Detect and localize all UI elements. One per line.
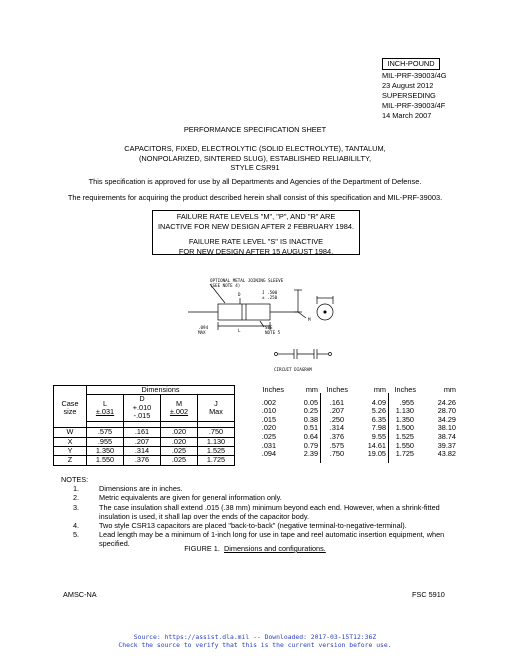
dimensions-table <box>53 385 235 466</box>
d-tolerance-minus: -.015 <box>133 411 151 421</box>
inch-cell: 1.500 <box>395 423 414 433</box>
mm-header: mm <box>443 385 456 394</box>
conversion-group-1 <box>252 386 322 459</box>
sheet-title: PERFORMANCE SPECIFICATION SHEET <box>183 125 327 134</box>
mm-cell: 24.26 <box>437 397 456 407</box>
mm-cell: 2.39 <box>303 449 318 459</box>
case-cell: X <box>54 437 87 446</box>
note-text: Metric equivalents are given for general information only. <box>99 493 282 503</box>
title-line-1: CAPACITORS, FIXED, ELECTROLYTIC (SOLID ELECTROLYTE), TANTALUM, <box>124 144 386 153</box>
sleeve-label: OPTIONAL METAL JOINING SLEEVE <box>210 278 284 283</box>
j-cell: 1.130 <box>198 437 235 446</box>
j-tolerance: ± .250 <box>262 295 278 300</box>
conversion-group-2 <box>322 386 390 459</box>
failure-rate-notice <box>152 210 360 255</box>
mm-cell: 4.09 <box>371 397 386 407</box>
source-notice <box>0 633 510 649</box>
mm-cell: 34.29 <box>437 414 456 424</box>
j-dimension: J .500 <box>262 290 278 295</box>
note-text: The case insulation shall extend .015 (.38 mm) minimum beyond each end. However, when a shrink-fitted insulation is used, it shall lap over the ends of the capacitor body. <box>99 502 440 521</box>
lead-dia-label: .094 <box>198 325 209 330</box>
inch-cell: 1.130 <box>395 406 414 416</box>
inches-header: Inches <box>262 385 284 394</box>
mm-header: mm <box>373 385 386 394</box>
failure-line-3: FAILURE RATE LEVEL "S" IS INACTIVE <box>188 237 324 247</box>
inch-cell: .010 <box>261 406 276 416</box>
m-label: M <box>308 317 311 322</box>
lead-max-label: MAX <box>198 330 206 335</box>
table-row <box>390 450 462 459</box>
note-number: 3. <box>73 502 80 512</box>
mm-cell: 0.79 <box>303 440 318 450</box>
inch-cell: .020 <box>261 423 276 433</box>
d-label: D <box>238 292 241 297</box>
j-cell: 1.525 <box>198 446 235 455</box>
case-cell: Y <box>54 446 87 455</box>
inch-cell: .025 <box>261 431 276 441</box>
title-line-3: STYLE CSR91 <box>230 163 280 173</box>
inch-pound-label: INCH-POUND <box>382 58 440 70</box>
m-cell: .020 <box>161 428 198 437</box>
figure-title: Dimensions and configurations. <box>223 544 326 553</box>
m-cell: .025 <box>161 456 198 465</box>
l-cell: .575 <box>87 428 124 437</box>
mm-cell: 0.64 <box>303 431 318 441</box>
note5-label: NOTE 5 <box>265 330 281 335</box>
j-tolerance: Max <box>209 407 223 417</box>
note-item <box>73 521 463 530</box>
mm-cell: 7.98 <box>371 423 386 433</box>
inch-cell: .575 <box>329 440 344 450</box>
d-cell: .207 <box>124 437 161 446</box>
previous-doc-number: MIL-PRF-39003/4F <box>382 101 446 110</box>
case-header <box>54 395 87 421</box>
mm-cell: 0.38 <box>303 414 318 424</box>
table-row <box>54 428 235 437</box>
j-header <box>198 395 235 421</box>
inch-cell: 1.525 <box>395 431 414 441</box>
inch-cell: .750 <box>329 449 344 459</box>
m-col-label: M <box>175 398 183 408</box>
note-number: 4. <box>73 521 80 531</box>
inch-cell: .031 <box>261 440 276 450</box>
inch-cell: .015 <box>261 414 276 424</box>
mm-cell: 39.37 <box>437 440 456 450</box>
inches-header: Inches <box>326 385 348 394</box>
note-text: Dimensions are in inches. <box>99 484 183 494</box>
inch-cell: .955 <box>399 397 414 407</box>
notes-section <box>63 475 463 549</box>
circuit-diagram-label: CIRCUIT DIAGRAM <box>274 367 312 372</box>
l-header <box>87 395 124 421</box>
l-cell: 1.550 <box>87 456 124 465</box>
note-item <box>73 484 463 493</box>
note-text: Two style CSR13 capacitors are placed "back-to-back" (negative terminal-to-negative-terminal). <box>99 521 407 531</box>
size-label: size <box>63 407 77 417</box>
note-text: Lead length may be a minimum of 1-inch long for use in tape and reel automatic insertion equipment, when specified. <box>99 530 445 549</box>
table-row <box>54 456 235 465</box>
inch-cell: .002 <box>261 397 276 407</box>
l-cell: .955 <box>87 437 124 446</box>
dimensions-header: Dimensions <box>87 386 235 395</box>
mm-cell: 6.35 <box>371 414 386 424</box>
mm-cell: 43.82 <box>437 449 456 459</box>
doc-number: MIL-PRF-39003/4G <box>382 71 447 80</box>
table-row <box>252 450 322 459</box>
figure-caption <box>0 544 510 553</box>
footer-amsc: AMSC-NA <box>63 590 97 599</box>
inch-cell: .250 <box>329 414 344 424</box>
note-item <box>73 503 463 521</box>
approval-statement: This specification is approved for use by all Departments and Agencies of the Department of Defense. <box>88 177 422 186</box>
mm-cell: 28.70 <box>437 406 456 416</box>
inch-cell: 1.350 <box>395 414 414 424</box>
doc-date: 23 August 2012 <box>382 81 434 90</box>
note-item <box>73 493 463 502</box>
m-header <box>161 395 198 421</box>
mm-cell: 9.55 <box>371 431 386 441</box>
d-cell: .161 <box>124 428 161 437</box>
mm-cell: 19.05 <box>367 449 386 459</box>
j-cell: 1.725 <box>198 456 235 465</box>
l-tolerance: ±.031 <box>95 407 115 417</box>
mm-cell: 38.10 <box>437 423 456 433</box>
title-line-2: (NONPOLARIZED, SINTERED SLUG), ESTABLISHED RELIABILILTY, <box>138 153 372 163</box>
superseding-label: SUPERSEDING <box>382 91 436 100</box>
d-header <box>124 395 161 421</box>
d-cell: .314 <box>124 446 161 455</box>
m-tolerance: ±.002 <box>169 407 189 417</box>
inch-cell: .376 <box>329 431 344 441</box>
d-tolerance-plus: +.010 <box>132 402 152 412</box>
note-number: 5. <box>73 530 80 540</box>
note-number: 1. <box>73 484 80 494</box>
inch-cell: .094 <box>261 449 276 459</box>
j-col-label: J <box>214 398 218 408</box>
see-label: SEE <box>265 325 273 330</box>
sleeve-note: (SEE NOTE 4) <box>210 283 241 288</box>
inch-cell: 1.725 <box>395 449 414 459</box>
document-identifier <box>382 58 447 121</box>
note-number: 2. <box>73 493 80 503</box>
l-cell: 1.350 <box>87 446 124 455</box>
d-cell: .376 <box>124 456 161 465</box>
inch-cell: .207 <box>329 406 344 416</box>
mm-cell: 0.05 <box>303 397 318 407</box>
notes-heading: NOTES: <box>61 475 89 484</box>
mm-cell: 14.61 <box>367 440 386 450</box>
previous-doc-date: 14 March 2007 <box>382 111 432 120</box>
failure-line-2: INACTIVE FOR NEW DESIGN AFTER 2 FEBRUARY 1984. <box>157 221 355 231</box>
capacitor-outline-drawing <box>170 268 350 378</box>
source-line-2: Check the source to verify that this is the current version before use. <box>118 641 392 649</box>
m-cell: .025 <box>161 446 198 455</box>
l-col-label: L <box>102 398 108 408</box>
m-cell: .020 <box>161 437 198 446</box>
mm-cell: 0.25 <box>303 406 318 416</box>
figure-number: FIGURE 1. <box>184 544 220 553</box>
conversion-group-3 <box>390 386 462 459</box>
case-cell: W <box>54 428 87 437</box>
inch-cell: 1.550 <box>395 440 414 450</box>
d-col-label: D <box>139 394 145 404</box>
table-row <box>322 450 390 459</box>
column-divider <box>320 393 321 463</box>
mm-cell: 5.26 <box>371 406 386 416</box>
failure-line-4: FOR NEW DESIGN AFTER 15 AUGUST 1984. <box>178 246 334 255</box>
mm-cell: 38.74 <box>437 431 456 441</box>
inch-cell: .161 <box>329 397 344 407</box>
source-line-1: Source: https://assist.dla.mil -- Downloaded: 2017-03-15T12:36Z <box>133 633 377 641</box>
footer-fsc: FSC 5910 <box>412 590 445 599</box>
requirements-statement: The requirements for acquiring the product described herein shall consist of this specification and MIL-PRF-39003. <box>67 193 443 202</box>
failure-line-1: FAILURE RATE LEVELS "M", "P", AND "R" ARE <box>176 212 336 221</box>
inch-cell: .314 <box>329 423 344 433</box>
inches-header: Inches <box>394 385 416 394</box>
mm-header: mm <box>305 385 318 394</box>
mm-cell: 0.51 <box>303 423 318 433</box>
column-divider <box>388 393 389 463</box>
l-label: L <box>238 328 241 333</box>
case-label: Case <box>61 398 79 408</box>
case-header-top <box>54 386 87 395</box>
case-cell: Z <box>54 456 87 465</box>
j-cell: .750 <box>198 428 235 437</box>
